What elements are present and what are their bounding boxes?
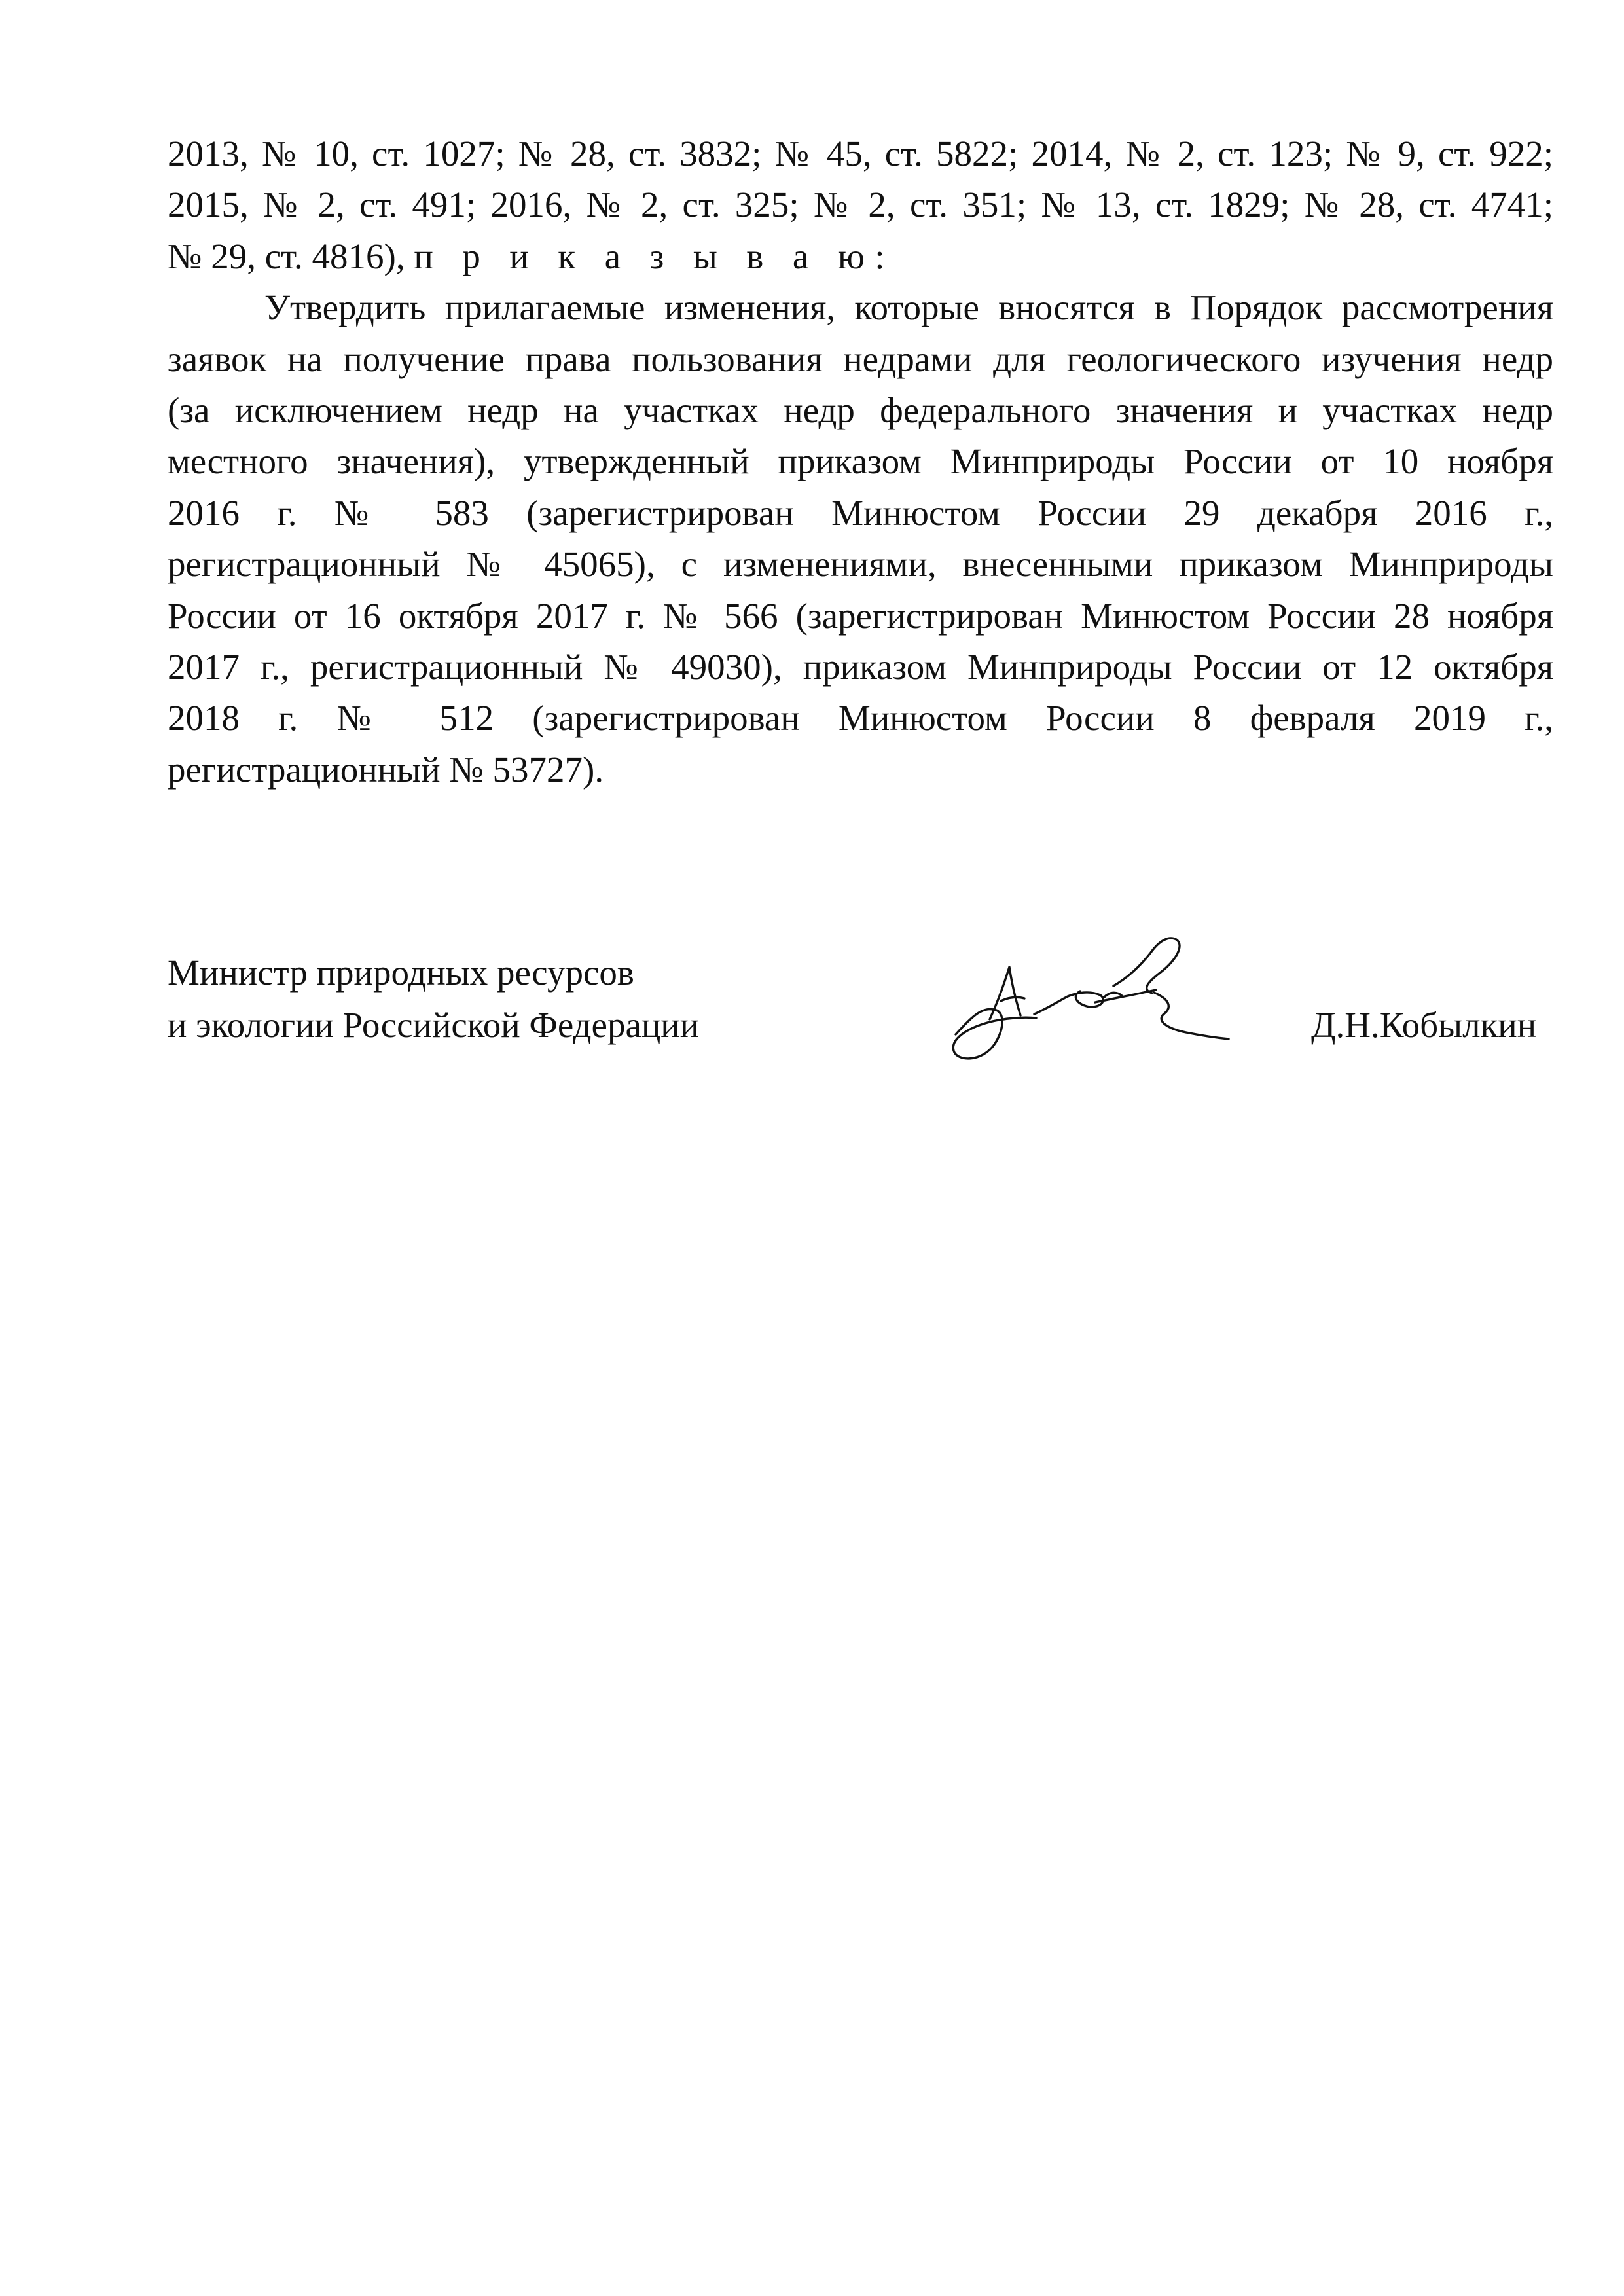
text-line: 2016 г. № 583 (зарегистрирован Минюстом России 29 декабря 2016 г., [168, 492, 1553, 533]
signatory-title-line: и экологии Российской Федерации [168, 1005, 700, 1045]
text-line: 2015, № 2, ст. 491; 2016, № 2, ст. 325; № 2, ст. 351; № 13, ст. 1829; № 28, ст. 4741; [168, 185, 1553, 225]
text-line [168, 231, 1553, 282]
handwritten-signature [943, 913, 1250, 1084]
order-word: п р и к а з ы в а ю: [414, 236, 895, 276]
text-line: 2017 г., регистрационный № 49030), приказом Минприроды России от 12 октября [168, 646, 1553, 687]
signatory-title-line: Министр природных ресурсов [168, 953, 634, 993]
text-line: регистрационный № 45065), с изменениями, внесенными приказом Минприроды [168, 544, 1553, 585]
signatory-name: Д.Н.Кобылкин [1311, 1005, 1537, 1045]
text-line: Утвердить прилагаемые изменения, которые вносятся в Порядок рассмотрения [264, 287, 1553, 328]
text-line: регистрационный № 53727). [168, 749, 604, 790]
text-line-prefix: № 29, ст. 4816), [168, 236, 414, 276]
text-line: 2018 г. № 512 (зарегистрирован Минюстом России 8 февраля 2019 г., [168, 698, 1553, 738]
text-line: 2013, № 10, ст. 1027; № 28, ст. 3832; № 45, ст. 5822; 2014, № 2, ст. 123; № 9, ст. 922; [168, 134, 1553, 173]
order-text [168, 128, 1553, 795]
signatory-title [168, 947, 699, 1051]
text-line: местного значения), утвержденный приказом Минприроды России от 10 ноября [168, 441, 1553, 482]
text-line: (за исключением недр на участках недр федерального значения и участках недр [168, 390, 1553, 430]
text-line: заявок на получение права пользования недрами для геологического изучения недр [168, 338, 1553, 379]
text-line: России от 16 октября 2017 г. № 566 (зарегистрирован Минюстом России 28 ноября [168, 595, 1553, 636]
